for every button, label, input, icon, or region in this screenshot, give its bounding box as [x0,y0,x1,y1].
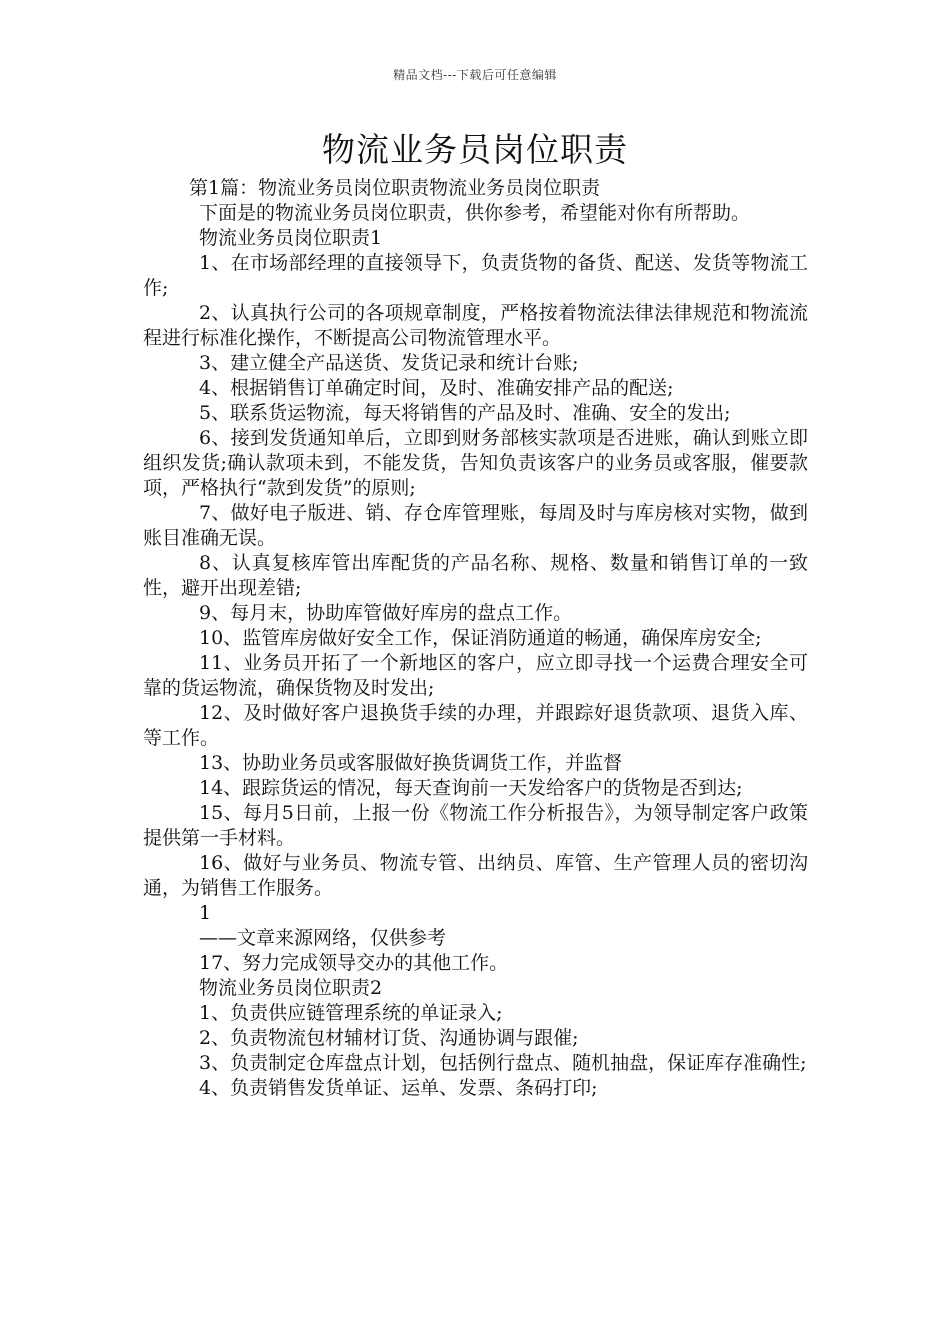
paragraph: 9、每月末，协助库管做好库房的盘点工作。 [199,602,573,624]
document-body [143,176,808,1101]
source-note: ——文章来源网络，仅供参考 [199,927,447,949]
document-title: 物流业务员岗位职责 [322,130,628,169]
paragraph: 10、监管库房做好安全工作，保证消防通道的畅通，确保库房安全; [199,627,762,649]
paragraph: 4、负责销售发货单证、运单、发票、条码打印; [199,1077,598,1099]
paragraph: 1、在市场部经理的直接领导下，负责货物的备货、配送、发货等物流工作; [143,252,808,299]
paragraph: 5、联系货运物流，每天将销售的产品及时、准确、安全的发出; [199,402,731,424]
section-heading: 物流业务员岗位职责2 [199,977,383,999]
paragraph: 1、负责供应链管理系统的单证录入; [199,1002,503,1024]
page-number: 1 [199,902,212,924]
paragraph: 12、及时做好客户退换货手续的办理，并跟踪好退货款项、退货入库、等工作。 [143,702,808,749]
paragraph: 17、努力完成领导交办的其他工作。 [199,952,509,974]
page-header: 精品文档---下载后可任意编辑 [393,68,557,82]
paragraph: 4、根据销售订单确定时间，及时、准确安排产品的配送; [199,377,674,399]
paragraph: 15、每月5日前，上报一份《物流工作分析报告》，为领导制定客户政策提供第一手材料。 [143,802,808,849]
paragraph: 2、认真执行公司的各项规章制度，严格按着物流法律法律规范和物流流程进行标准化操作，不断提高公司物流管理水平。 [143,302,808,349]
paragraph: 14、跟踪货运的情况，每天查询前一天发给客户的货物是否到达; [199,777,743,799]
paragraph: 13、协助业务员或客服做好换货调货工作，并监督 [199,752,623,774]
paragraph: 7、做好电子版进、销、存仓库管理账，每周及时与库房核对实物，做到账目准确无误。 [143,502,808,549]
paragraph: 6、接到发货通知单后，立即到财务部核实款项是否进账，确认到账立即组织发货;确认款项未到，不能发货，告知负责该客户的业务员或客服，催要款项，严格执行“款到发货”的原则; [143,427,808,499]
paragraph: 16、做好与业务员、物流专管、出纳员、库管、生产管理人员的密切沟通，为销售工作服务。 [143,852,808,899]
article-subtitle: 第1篇：物流业务员岗位职责物流业务员岗位职责 [189,177,601,199]
paragraph: 3、建立健全产品送货、发货记录和统计台账; [199,352,579,374]
section-heading: 物流业务员岗位职责1 [199,227,383,249]
paragraph: 8、认真复核库管出库配货的产品名称、规格、数量和销售订单的一致性，避开出现差错; [143,552,808,599]
paragraph: 2、负责物流包材辅材订货、沟通协调与跟催; [199,1027,579,1049]
paragraph: 下面是的物流业务员岗位职责，供你参考，希望能对你有所帮助。 [199,202,751,224]
paragraph: 11、业务员开拓了一个新地区的客户，应立即寻找一个运费合理安全可靠的货运物流，确保货物及时发出; [143,652,808,699]
paragraph: 3、负责制定仓库盘点计划，包括例行盘点、随机抽盘，保证库存准确性; [199,1052,807,1074]
